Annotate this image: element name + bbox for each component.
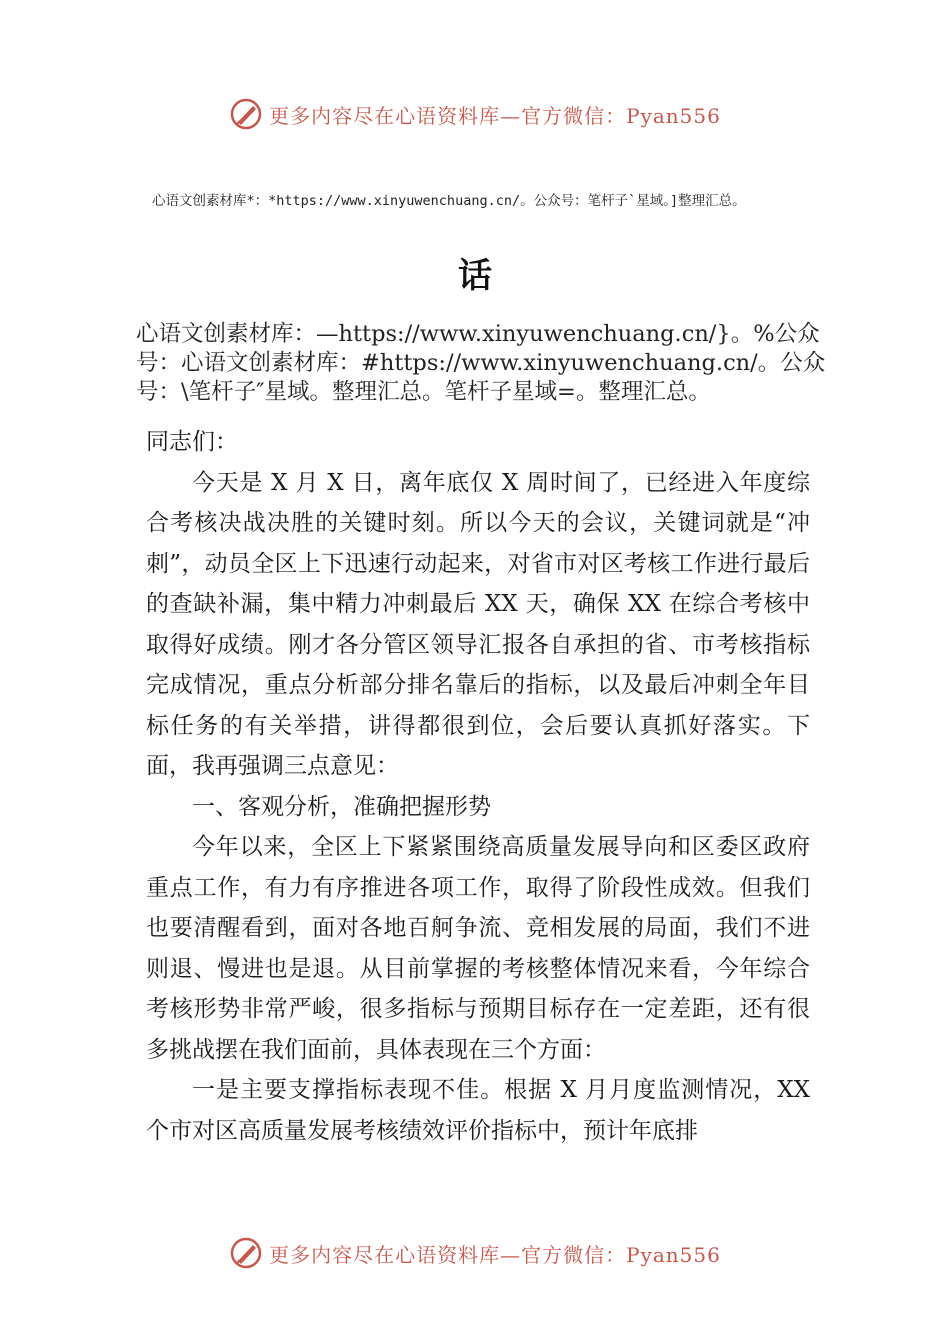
watermark-text: 更多内容尽在心语资料库—官方微信：Pyan556 [269, 103, 721, 128]
paragraph-point-one: 一是主要支撑指标表现不佳。根据 X 月月度监测情况，XX 个市对区高质量发展考核绩效评价指标中，预计年底排 [146, 1077, 810, 1144]
watermark-banner-top [0, 94, 950, 134]
source-attribution: 心语文创素材库：—https://www.xinyuwenchuang.cn/}。%公众号：心语文创素材库：#https://www.xinyuwenchuang.cn/。公众号：\笔杆子″星域。整理汇总。笔杆子星域=。整理汇总。 [136, 321, 826, 405]
source-note: 心语文创素材库*：*https://www.xinyuwenchuang.cn/。公众号：笔杆子`星域。]整理汇总。 [152, 193, 746, 209]
watermark-banner-bottom [0, 1233, 950, 1273]
section-heading: 一、客观分析，准确把握形势 [192, 793, 491, 820]
pen-logo-icon [229, 97, 263, 131]
paragraph-situation: 今年以来，全区上下紧紧围绕高质量发展导向和区委区政府重点工作，有力有序推进各项工作，取得了阶段性成效。但我们也要清醒看到，面对各地百舸争流、竞相发展的局面，我们不进则退、慢进也是退。从目前掌握的考核整体情况来看，今年综合考核形势非常严峻，很多指标与预期目标存在一定差距，还有很多挑战摆在我们面前，具体表现在三个方面： [146, 834, 810, 1063]
pen-logo-icon [229, 1236, 263, 1270]
paragraph-intro: 今天是 X 月 X 日，离年底仅 X 周时间了，已经进入年度综合考核决战决胜的关键时刻。所以今天的会议，关键词就是“冲刺”，动员全区上下迅速行动起来，对省市对区考核工作进行最后的查缺补漏，集中精力冲刺最后 XX 天，确保 XX 在综合考核中取得好成绩。刚才各分管区领导汇报各自承担的省、市考核指标完成情况，重点分析部分排名靠后的指标，以及最后冲刺全年目标任务的有关举措，讲得都很到位，会后要认真抓好落实。下面，我再强调三点意见： [146, 469, 810, 779]
document-title: 话 [458, 256, 492, 296]
watermark-text: 更多内容尽在心语资料库—官方微信：Pyan556 [269, 1242, 721, 1267]
greeting: 同志们： [146, 429, 238, 455]
speech-body [146, 422, 810, 1151]
